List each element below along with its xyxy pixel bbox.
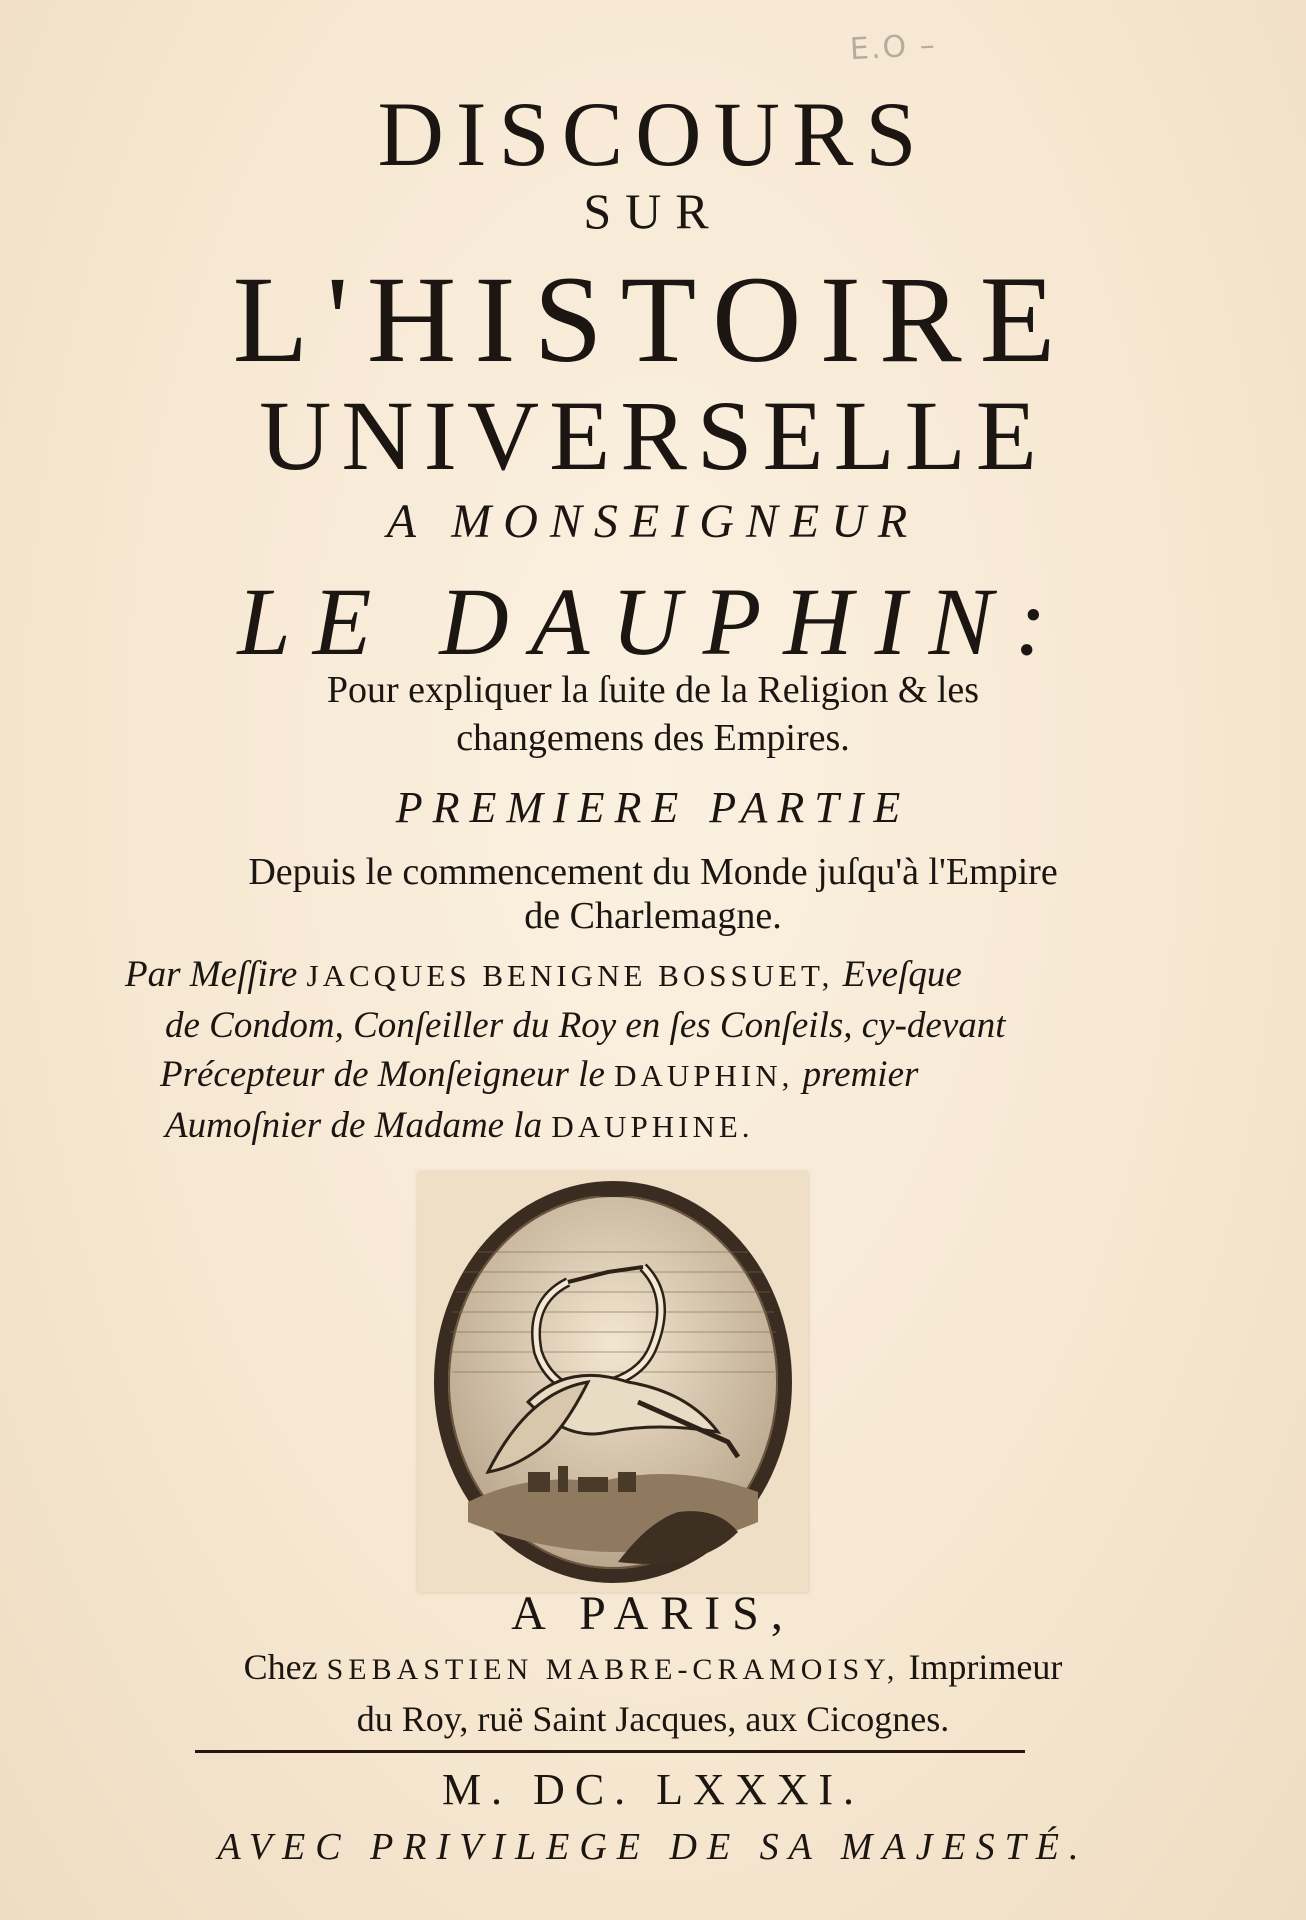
imprint-address: du Roy, ruë Saint Jacques, aux Cicognes. (356, 1699, 950, 1739)
title-line-sur: SUR (583, 183, 723, 239)
title-line-discours: DISCOURS (377, 83, 929, 185)
author-line-3-pre: Précepteur de Monſeigneur le (160, 1054, 615, 1095)
dauphin-name: DAUPHIN, (614, 1058, 794, 1093)
author-line-1-pre: Par Meſſire (125, 954, 307, 995)
author-line-3-post: premier (793, 1054, 919, 1095)
title-line-histoire: L'HISTOIRE (232, 251, 1074, 388)
dedication-line-2: LE DAUPHIN: (237, 568, 1069, 675)
author-line-1 (125, 955, 1185, 996)
dauphine-name: DAUPHINE. (551, 1109, 754, 1144)
divider-rule (195, 1750, 1025, 1753)
subtitle-line-2: changemens des Empires. (456, 717, 850, 759)
author-line-4 (165, 1106, 1225, 1147)
title-line-universelle: UNIVERSELLE (259, 380, 1047, 491)
author-name: JACQUES BENIGNE BOSSUET, (306, 958, 834, 993)
privilege-line: AVEC PRIVILEGE DE SA MAJESTÉ. (217, 1826, 1089, 1868)
printer-name: SEBASTIEN MABRE-CRAMOISY, (326, 1653, 900, 1686)
imprint-year: M. DC. LXXXI. (441, 1765, 865, 1814)
imprint-printer-post: Imprimeur (899, 1647, 1063, 1687)
imprint-city: A PARIS, (511, 1587, 795, 1640)
part-line-2: de Charlemagne. (524, 895, 782, 937)
storks-ouroboros-icon (418, 1172, 808, 1592)
subtitle-line-1: Pour expliquer la ſuite de la Religion & les (326, 669, 980, 711)
imprint-printer-pre: Chez (243, 1647, 327, 1687)
author-line-3 (160, 1055, 1220, 1096)
author-line-2: de Condom, Conſeiller du Roy en ſes Conſeils, cy-devant (165, 1005, 1006, 1046)
pencil-annotation: E.O – (849, 27, 938, 68)
dedication-line-1: A MONSEIGNEUR (386, 495, 920, 548)
imprint-printer (0, 1648, 1306, 1688)
author-line-4-pre: Aumoſnier de Madame la (165, 1105, 552, 1146)
part-heading: PREMIERE PARTIE (395, 783, 911, 832)
part-line-1: Depuis le commencement du Monde juſqu'à l'Empire (248, 851, 1058, 893)
author-line-1-post: Eveſque (833, 954, 962, 995)
engraved-plate (418, 1172, 808, 1592)
